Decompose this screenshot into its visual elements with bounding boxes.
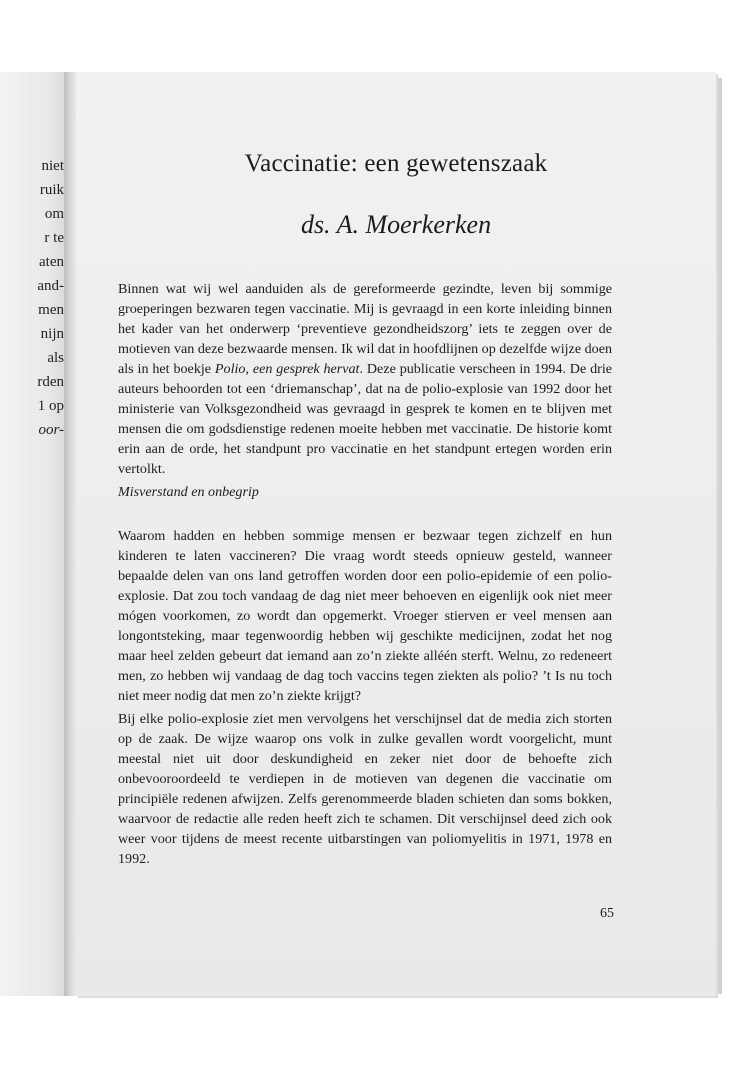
intro-paragraph: [118, 279, 612, 479]
book-page: [76, 72, 716, 996]
prev-page-line: niet: [41, 158, 64, 174]
body-paragraph: Waarom hadden en hebben sommige mensen er bezwaar tegen zichzelf en hun kinderen te laten vaccineren? Die vraag wordt steeds opnieuw gesteld, wanneer bepaalde delen van ons land getroffen worden door een polio-epidemie of een polio-explosie. Dat zou toch vandaag de dag niet meer behoeven en eigenlijk ook niet meer mógen voorkomen, zo wordt dan opgemerkt. Vroeger stierven er veel mensen aan longontsteking, maar tegenwoordig hebben wij geschikte medicijnen, zodat het nog maar heel zelden gebeurt dat iemand aan zo’n ziekte alléén sterft. Welnu, zo redeneert men, zo hebben wij vandaag de dag toch vaccins tegen ziekten als polio? ’t Is nu toch niet meer nodig dat men zo’n ziekte krijgt?: [118, 528, 612, 704]
book-title: Polio, een gesprek hervat: [214, 361, 360, 377]
prev-page-line: r te: [44, 230, 64, 246]
intro-text-after: . Deze publicatie verscheen in 1994. De drie auteurs behoorden tot een ‘driemanschap’, dat na de polio-explosie van 1992 door het ministerie van Volksgezondheid was gevraagd in gesprek te komen en te blijven met mensen die om godsdienstige redenen moeite hebben met vaccinatie. De historie komt erin aan de orde, het standpunt pro vaccinatie en het standpunt ertegen worden erin vertolkt.: [118, 361, 613, 477]
chapter-author: ds. A. Moerkerken: [300, 210, 492, 239]
prev-page-line: 1 op: [37, 398, 64, 414]
prev-page-line: nijn: [40, 326, 64, 342]
prev-page-line: oor-: [38, 422, 64, 438]
section-heading: Misverstand en onbegrip: [118, 484, 259, 500]
prev-page-line: aten: [39, 254, 64, 270]
chapter-title: Vaccinatie: een gewetenszaak: [244, 150, 548, 177]
prev-page-line: ruik: [39, 182, 64, 198]
prev-page-line: and-: [37, 278, 64, 294]
body-paragraph: Bij elke polio-explosie ziet men vervolgens het verschijnsel dat de media zich storten op de zaak. De wijze waarop ons volk in zulke gevallen wordt voorgelicht, munt meestal niet uit door deskundigheid en zeker niet door de behoefte zich onbevooroordeeld te verdiepen in de motieven van degenen die vaccinatie om principiële redenen afwijzen. Zelfs gerenommeerde bladen schieten dan soms bokken, waarvoor de redactie alle reden heeft zich te schamen. Dit verschijnsel deed zich ook weer voor tijdens de meest recente uitbarstingen van poliomyelitis in 1971, 1978 en 1992.: [118, 711, 612, 867]
prev-page-line: men: [38, 302, 64, 318]
prev-page-line: rden: [37, 374, 64, 390]
prev-page-line: als: [47, 350, 64, 366]
page-number: 65: [600, 906, 614, 921]
previous-page-edge: [0, 72, 68, 996]
prev-page-line: om: [44, 206, 64, 222]
intro-text-before: Binnen wat wij wel aanduiden als de gereformeerde gezindte, leven bij sommige groeperingen bezwaren tegen vaccinatie. Mij is gevraagd in een korte inleiding binnen het kader van het onderwerp ‘preventieve gezondheidszorg’ iets te zeggen over de motieven van deze bezwaarde mensen. Ik wil dat in hoofdlijnen op dezelfde wijze doen als in het boekje: [118, 281, 612, 377]
